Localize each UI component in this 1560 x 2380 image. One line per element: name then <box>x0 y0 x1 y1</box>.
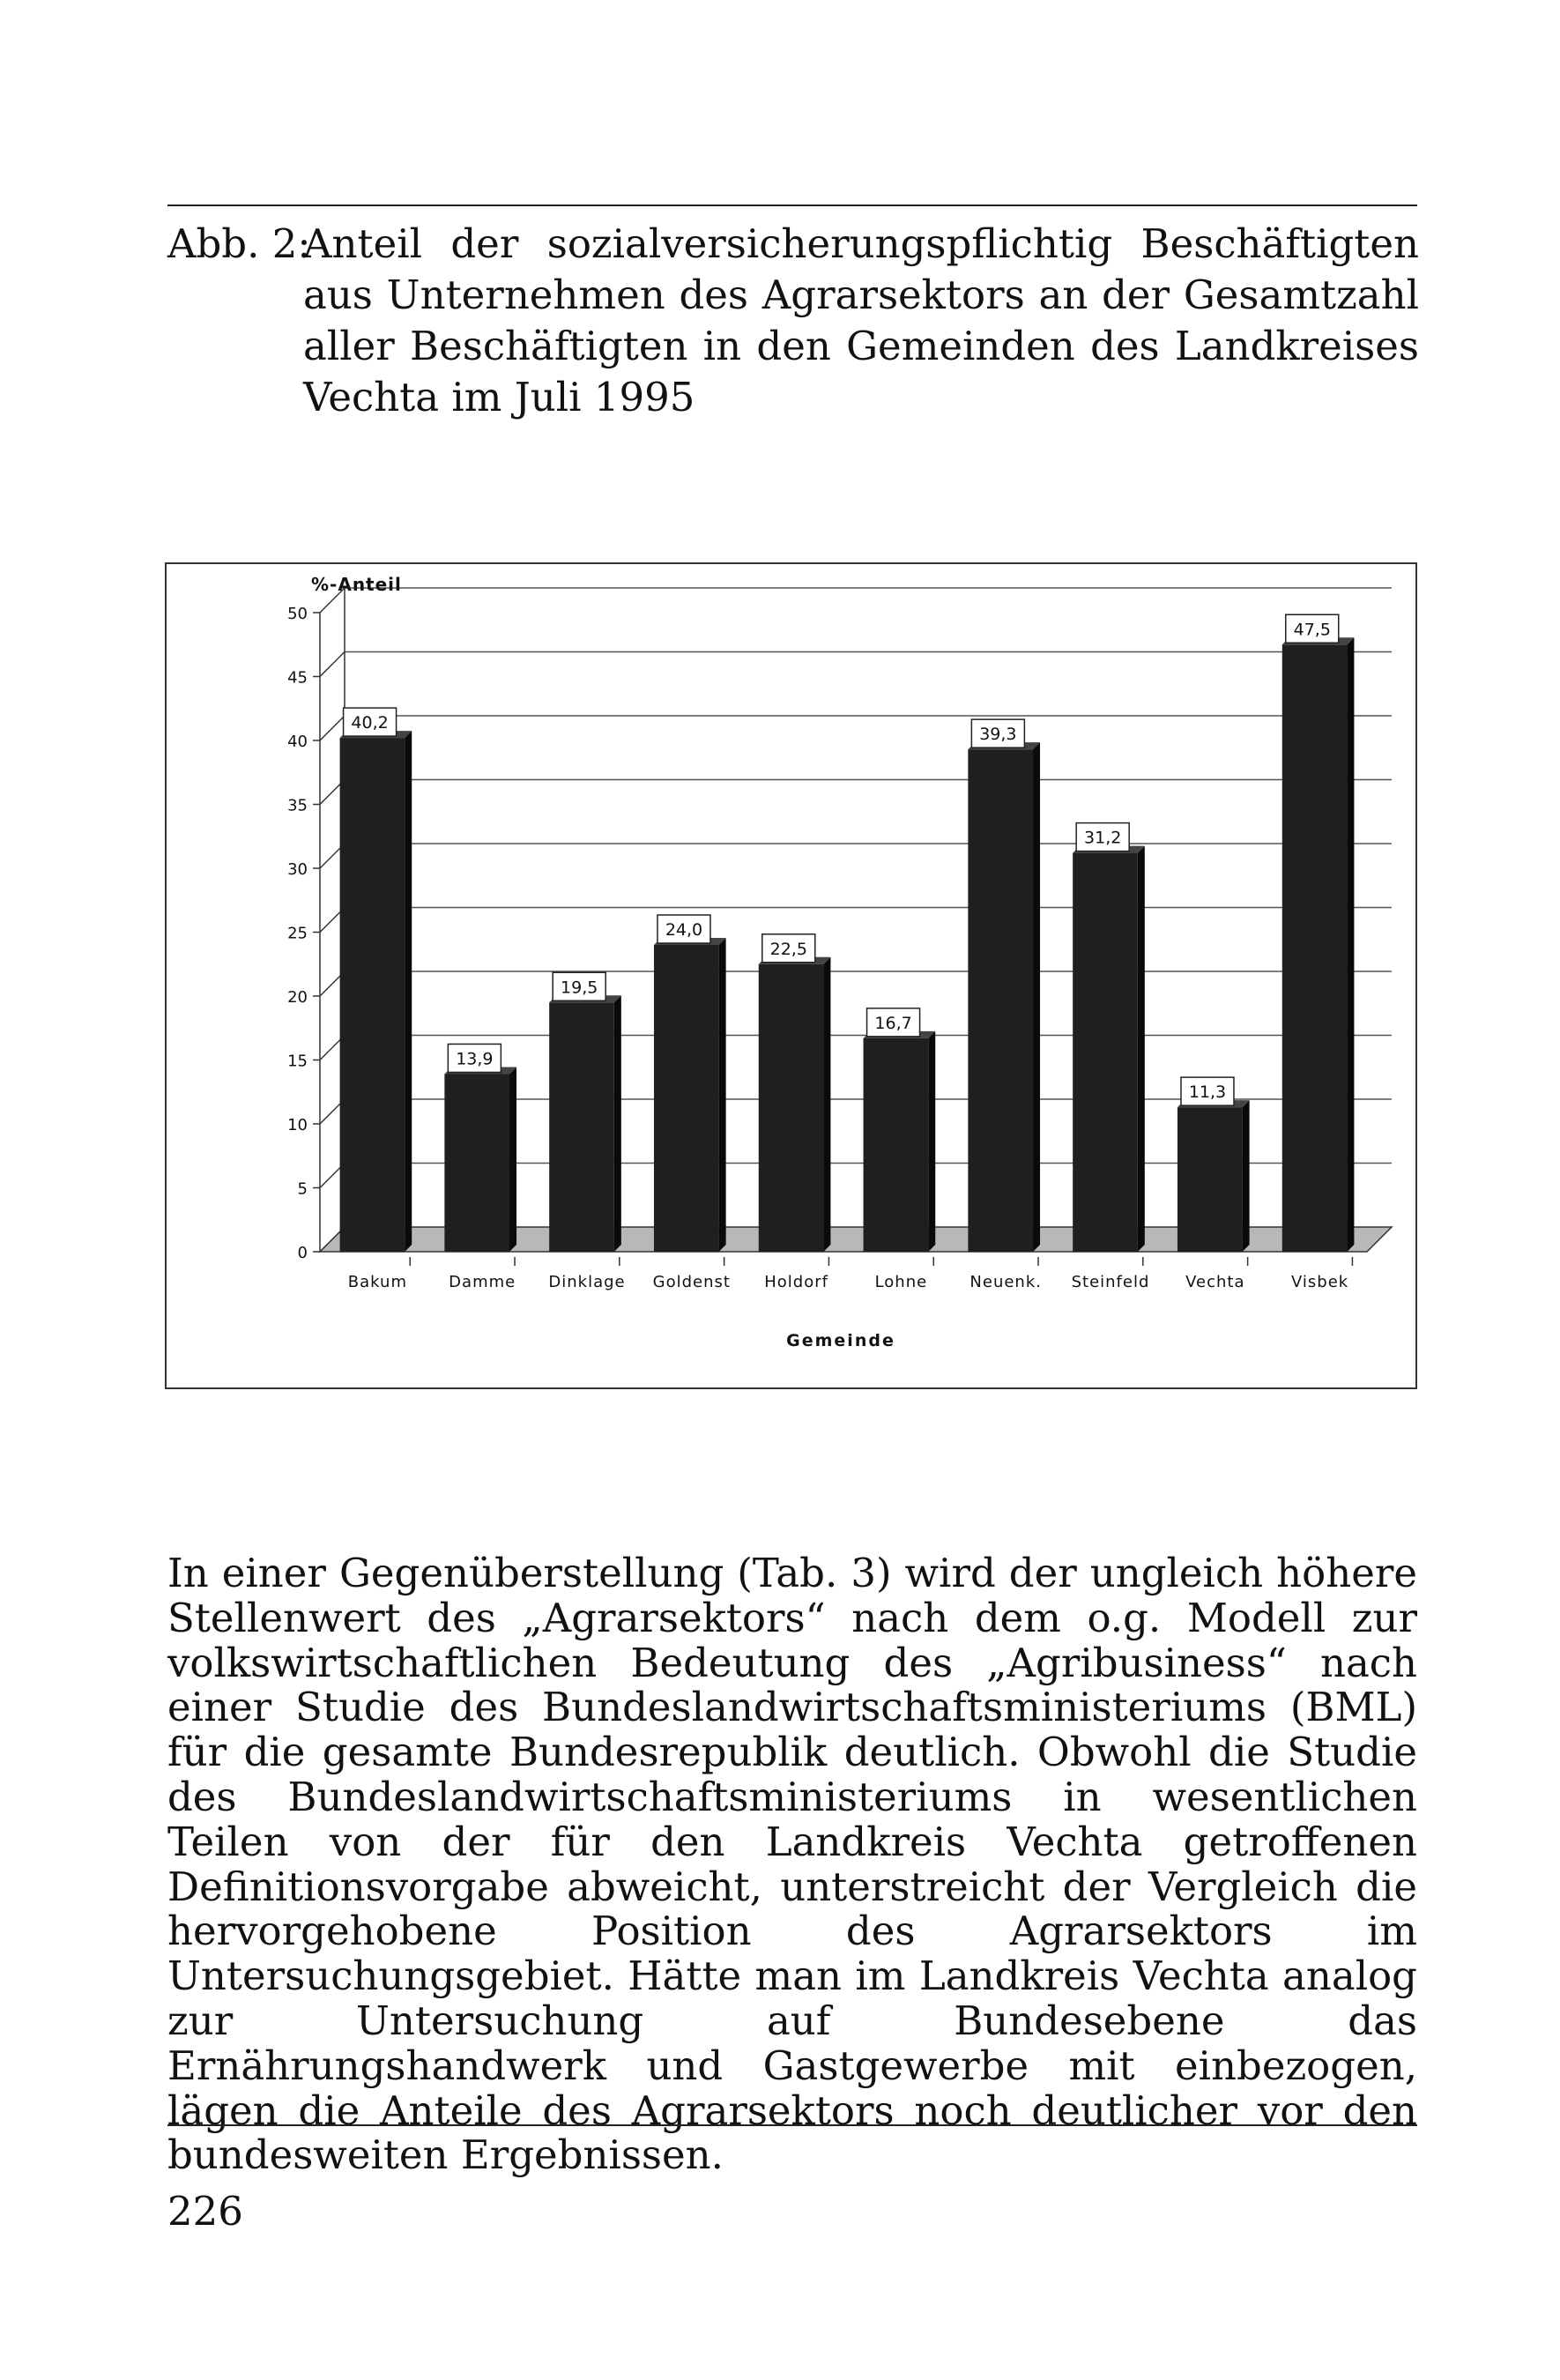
x-tick-label: Neuenk. <box>969 1273 1042 1291</box>
data-label: 19,5 <box>561 978 598 998</box>
body-paragraph: In einer Gegenüberstellung (Tab. 3) wird der ungleich höhere Stellenwert des „Agrarsektors“ nach dem o.g. Modell zur volkswirtschaftlichen Bedeutung des „Agribusiness“ nach einer Studie des Bundeslandwirtschaftsministeriums (BML) für die gesamte Bundesrepublik deutlich. Obwohl die Studie des Bundeslandwirtschaftsministeriums in wesentlichen Teilen von der für den Landkreis Vechta getroffenen Definitionsvorgabe abweicht, unterstreicht der Vergleich die hervorgehobene Position des Agrarsektors im Untersuchungsgebiet. Hätte man im Landkreis Vechta analog zur Untersuchung auf Bundesebene das Ernährungshandwerk und Gastgewerbe mit einbezogen, lägen die Anteile des Agrarsektors noch deutlicher vor den bundesweiten Ergebnissen. <box>167 1550 1417 2179</box>
data-label: 31,2 <box>1084 828 1122 848</box>
bar-front <box>968 749 1033 1252</box>
figure-caption <box>167 219 1419 423</box>
y-tick-label: 40 <box>287 733 308 751</box>
y-tick-label: 25 <box>287 924 308 943</box>
y-axis-label: %-Anteil <box>311 574 402 595</box>
x-tick-label: Holdorf <box>764 1273 828 1291</box>
bar-visbek <box>1282 614 1355 1252</box>
bar-side <box>1138 846 1145 1252</box>
x-tick-label: Steinfeld <box>1071 1273 1150 1291</box>
y-tick-label: 10 <box>287 1116 308 1134</box>
bar-front <box>340 738 405 1252</box>
bar-front <box>654 945 719 1252</box>
bar-lohne <box>864 1008 936 1252</box>
bar-front <box>1177 1107 1243 1252</box>
bottom-rule <box>167 2124 1417 2126</box>
bar-side <box>405 731 412 1252</box>
bar-side <box>1243 1100 1250 1252</box>
y-tick-label: 35 <box>287 796 308 815</box>
bar-damme <box>444 1044 516 1252</box>
y-tick-label: 5 <box>297 1179 308 1199</box>
chart-frame <box>165 562 1417 1389</box>
data-label: 22,5 <box>769 939 807 959</box>
y-tick-label: 20 <box>287 988 308 1007</box>
bar-side <box>614 995 621 1252</box>
top-rule <box>167 205 1417 206</box>
data-label: 40,2 <box>351 713 389 733</box>
bar-front <box>1282 644 1348 1252</box>
bar-side <box>1033 742 1040 1252</box>
bar-front <box>759 964 824 1252</box>
page-number: 226 <box>167 2188 243 2235</box>
x-tick-label: Goldenst <box>652 1273 731 1291</box>
bar-chart <box>167 564 1415 1387</box>
y-tick-label: 50 <box>287 605 308 623</box>
data-label: 47,5 <box>1293 620 1331 640</box>
y-tick-label: 15 <box>287 1052 308 1071</box>
depth-connector <box>320 652 345 677</box>
bar-side <box>823 957 830 1252</box>
figure-label: Abb. 2: <box>167 220 311 267</box>
figure-caption-text: Anteil der sozialversicherungspflichtig Beschäftigten aus Unternehmen des Agrarsektors an der Gesamtzahl aller Beschäftigten in den Gemeinden des Landkreises Vechta im Juli 1995 <box>303 220 1419 420</box>
bar-front <box>1073 853 1138 1252</box>
chart-y-tick-labels <box>287 605 308 1262</box>
x-tick-label: Dinklage <box>548 1273 626 1291</box>
y-tick-label: 45 <box>287 668 308 688</box>
bar-vechta <box>1177 1077 1250 1252</box>
y-tick-label: 30 <box>287 860 308 879</box>
data-label: 39,3 <box>979 725 1017 745</box>
depth-connector <box>320 716 345 740</box>
x-tick-label: Visbek <box>1290 1273 1349 1291</box>
data-label: 16,7 <box>874 1013 912 1033</box>
bar-side <box>928 1031 935 1252</box>
bar-side <box>719 938 726 1252</box>
bar-bakum <box>340 708 412 1252</box>
bar-goldenst <box>654 915 726 1252</box>
chart-bars <box>340 614 1355 1252</box>
x-axis-label: Gemeinde <box>786 1331 895 1350</box>
bar-side <box>1347 637 1354 1252</box>
y-tick-label: 0 <box>297 1244 308 1262</box>
bar-side <box>509 1067 516 1252</box>
x-tick-label: Lohne <box>874 1273 928 1291</box>
bar-holdorf <box>759 934 831 1252</box>
bar-dinklage <box>549 972 621 1252</box>
x-tick-label: Vechta <box>1185 1273 1245 1291</box>
data-label: 11,3 <box>1188 1082 1227 1103</box>
data-label: 24,0 <box>665 920 703 940</box>
bar-neuenk <box>968 719 1040 1252</box>
bar-steinfeld <box>1073 823 1145 1252</box>
bar-front <box>864 1038 929 1252</box>
bar-front <box>549 1002 614 1252</box>
data-label: 13,9 <box>456 1049 494 1069</box>
chart-x-tick-labels <box>348 1257 1353 1291</box>
x-tick-label: Bakum <box>347 1273 408 1291</box>
x-tick-label: Damme <box>449 1273 516 1291</box>
bar-front <box>444 1074 509 1252</box>
